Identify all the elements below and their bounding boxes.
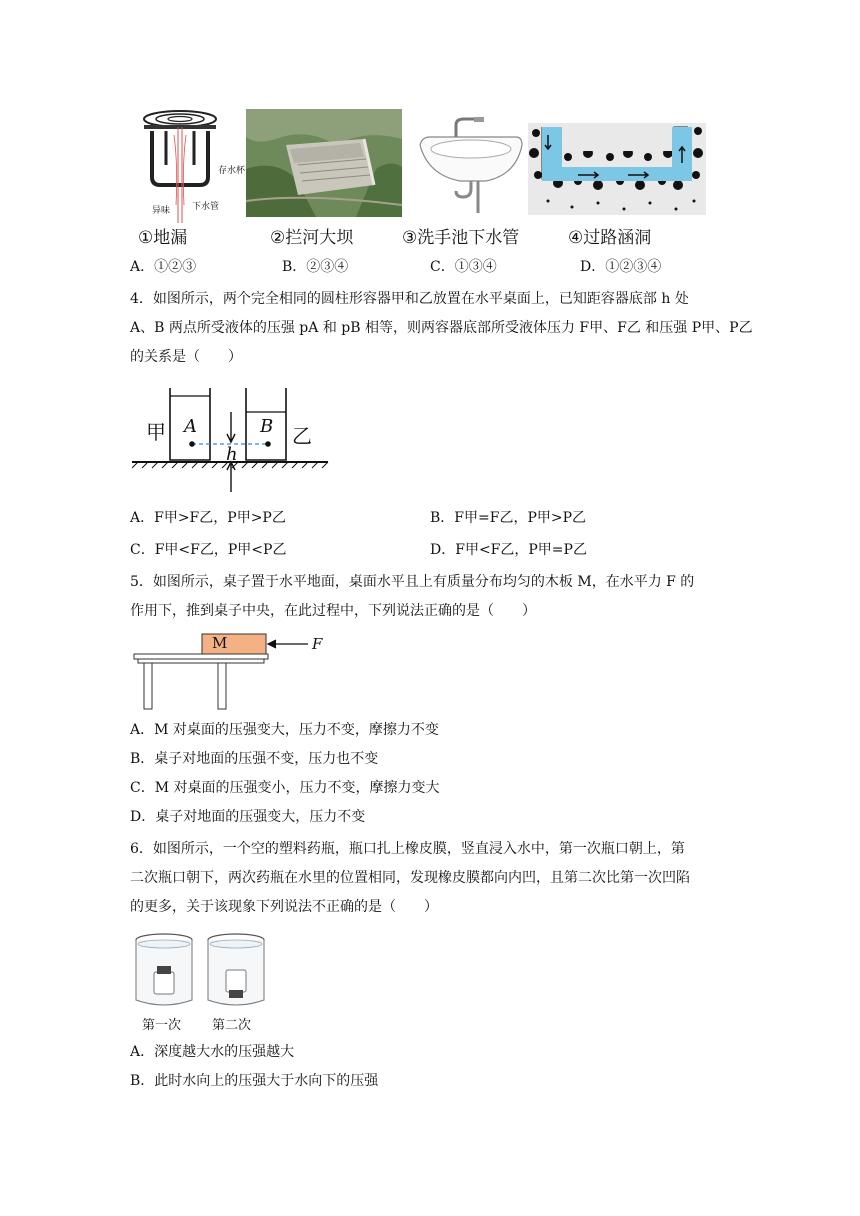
label-odor: 异味 bbox=[152, 206, 171, 216]
q6-option-a[interactable]: A．深度越大水的压强越大 bbox=[130, 1044, 295, 1060]
q5-option-a[interactable]: A．M 对桌面的压强变大，压力不变，摩擦力不变 bbox=[130, 722, 439, 738]
q3-option-a[interactable]: A．①②③ bbox=[130, 259, 197, 275]
caption-basin-pipe: ③洗手池下水管 bbox=[402, 228, 520, 248]
q5-table-figure bbox=[132, 632, 332, 712]
q4-option-a[interactable]: A．F甲>F乙，P甲>P乙 bbox=[130, 510, 286, 526]
q4-label-yi: 乙 bbox=[292, 424, 312, 448]
culvert-diagram bbox=[528, 123, 706, 215]
q3-figure-row bbox=[138, 105, 708, 255]
q6-caption-second: 第二次 bbox=[212, 1018, 252, 1033]
q4-container-figure bbox=[132, 382, 332, 494]
q4-point-b: B bbox=[260, 416, 274, 437]
q5-stem-line-1: 5．如图所示，桌子置于水平地面，桌面水平且上有质量分布均匀的木板 M，在水平力 F 的 bbox=[130, 574, 695, 590]
caption-culvert: ④过路涵洞 bbox=[568, 228, 652, 248]
q4-label-h: h bbox=[226, 444, 238, 465]
q3-option-b[interactable]: B．②③④ bbox=[282, 259, 349, 275]
q3-option-d[interactable]: D．①②③④ bbox=[580, 259, 662, 275]
q6-stem-line-1: 6．如图所示，一个空的塑料药瓶，瓶口扎上橡皮膜，竖直浸入水中，第一次瓶口朝上，第 bbox=[130, 841, 685, 857]
q6-first-trial-diagram bbox=[132, 930, 198, 1012]
q4-option-c[interactable]: C．F甲<F乙，P甲<P乙 bbox=[130, 542, 287, 558]
q3-option-c[interactable]: C．①③④ bbox=[430, 259, 497, 275]
wash-basin-diagram bbox=[416, 115, 526, 215]
q6-stem-line-2: 二次瓶口朝下，两次药瓶在水里的位置相同，发现橡皮膜都向内凹，且第二次比第一次凹陷 bbox=[130, 870, 690, 886]
q5-option-d[interactable]: D．桌子对地面的压强变大，压力不变 bbox=[130, 809, 366, 825]
q4-stem-line-1: 4．如图所示，两个完全相同的圆柱形容器甲和乙放置在水平桌面上，已知距容器底部 h 处 bbox=[130, 291, 689, 307]
q4-stem-line-3: 的关系是（ ） bbox=[130, 349, 242, 365]
label-drain-pipe: 下水管 bbox=[192, 202, 220, 212]
label-water-cup: 存水杯 bbox=[218, 166, 246, 176]
q5-label-f: F bbox=[312, 635, 323, 653]
q6-caption-first: 第一次 bbox=[142, 1018, 182, 1033]
q4-stem-line-2: A、B 两点所受液体的压强 pA 和 pB 相等，则两容器底部所受液体压力 F甲、F乙 和压强 P甲、P乙 bbox=[130, 320, 753, 336]
q5-label-m: M bbox=[212, 634, 228, 652]
q6-option-b[interactable]: B．此时水向上的压强大于水向下的压强 bbox=[130, 1073, 379, 1089]
q5-stem-line-2: 作用下，推到桌子中央，在此过程中，下列说法正确的是（ ） bbox=[130, 603, 536, 619]
q4-option-b[interactable]: B．F甲=F乙，P甲>P乙 bbox=[430, 510, 587, 526]
q4-label-jia: 甲 bbox=[146, 420, 166, 444]
q6-bottle-figure bbox=[132, 930, 272, 1034]
q5-option-b[interactable]: B．桌子对地面的压强不变，压力也不变 bbox=[130, 751, 379, 767]
caption-dam: ②拦河大坝 bbox=[270, 228, 354, 248]
q6-stem-line-3: 的更多，关于该现象下列说法不正确的是（ ） bbox=[130, 899, 438, 915]
caption-floor-drain: ①地漏 bbox=[138, 228, 188, 248]
q5-table-diagram bbox=[132, 632, 332, 712]
q4-point-a: A bbox=[184, 416, 197, 437]
dam-photo bbox=[246, 109, 402, 217]
q6-second-trial-diagram bbox=[204, 930, 270, 1012]
q4-option-d[interactable]: D．F甲<F乙，P甲=P乙 bbox=[430, 542, 587, 558]
q5-option-c[interactable]: C．M 对桌面的压强变小，压力不变，摩擦力变大 bbox=[130, 780, 440, 796]
